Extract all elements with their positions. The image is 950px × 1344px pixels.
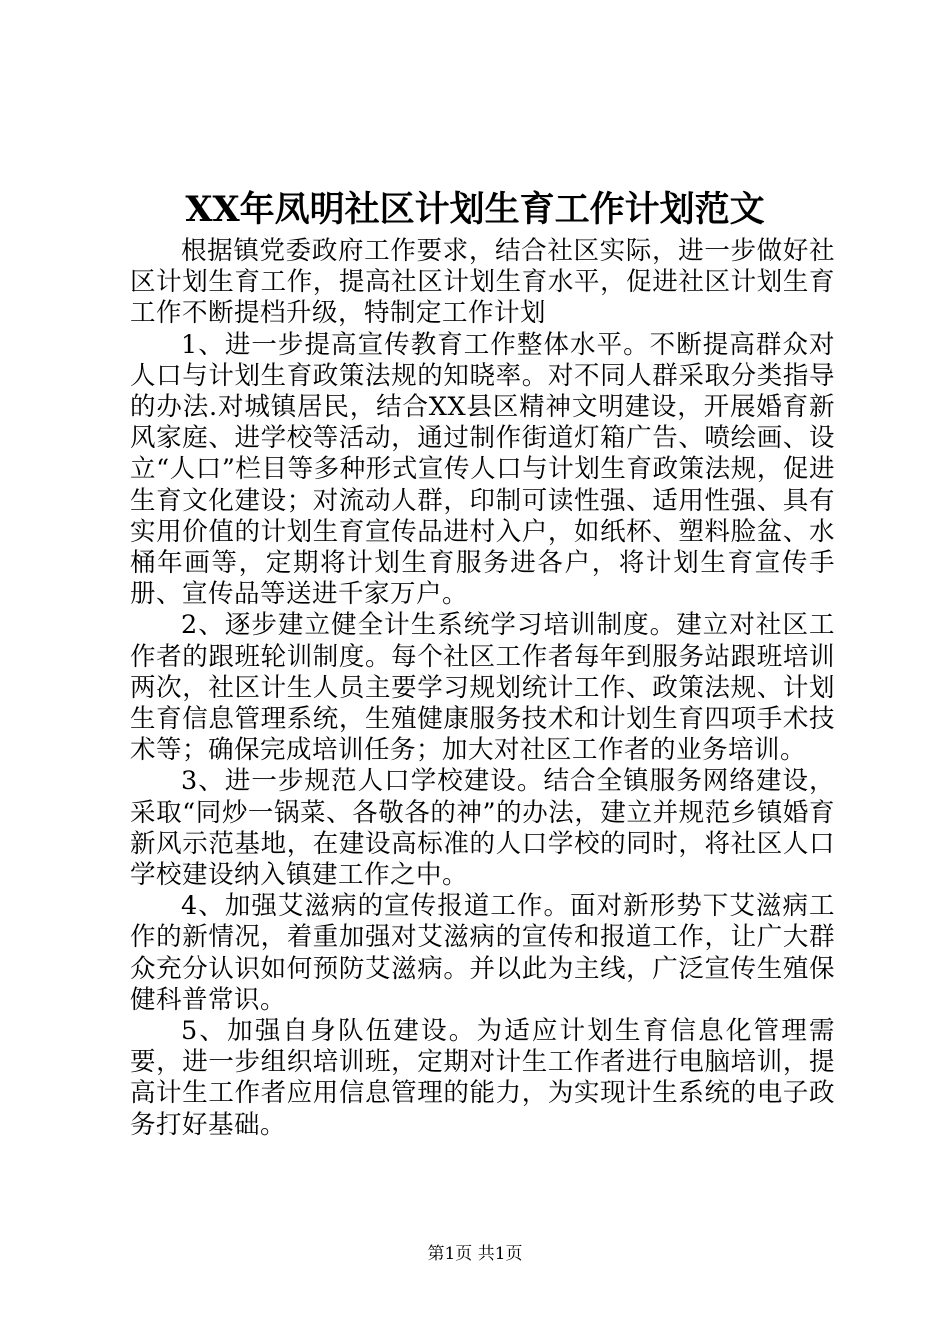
- document-body: [130, 236, 835, 1141]
- paragraph-item-1: 1、进一步提高宣传教育工作整体水平。不断提高群众对人口与计划生育政策法规的知晓率。对不同人群采取分类指导的办法.对城镇居民，结合XX县区精神文明建设，开展婚育新风家庭、进学校等活动，通过制作街道灯箱广告、喷绘画、设立“人口”栏目等多种形式宣传人口与计划生育政策法规，促进生育文化建设；对流动人群，印制可读性强、适用性强、具有实用价值的计划生育宣传品进村入户，如纸杯、塑料脸盆、水桶年画等，定期将计划生育服务进各户，将计划生育宣传手册、宣传品等送进千家万户。: [130, 329, 835, 610]
- paragraph-item-2: 2、逐步建立健全计生系统学习培训制度。建立对社区工作者的跟班轮训制度。每个社区工作者每年到服务站跟班培训两次，社区计生人员主要学习规划统计工作、政策法规、计划生育信息管理系统，生殖健康服务技术和计划生育四项手术技术等；确保完成培训任务；加大对社区工作者的业务培训。: [130, 610, 835, 766]
- paragraph-item-4: 4、加强艾滋病的宣传报道工作。面对新形势下艾滋病工作的新情况，着重加强对艾滋病的宣传和报道工作，让广大群众充分认识如何预防艾滋病。并以此为主线，广泛宣传生殖保健科普常识。: [130, 891, 835, 1015]
- paragraph-item-3: 3、进一步规范人口学校建设。结合全镇服务网络建设，采取“同炒一锅菜、各敬各的神”的办法，建立并规范乡镇婚育新风示范基地，在建设高标准的人口学校的同时，将社区人口学校建设纳入镇建工作之中。: [130, 766, 835, 891]
- document-title: XX年凤明社区计划生育工作计划范文: [185, 189, 765, 230]
- page-footer: 第1页 共1页: [427, 1244, 523, 1264]
- paragraph-item-5: 5、加强自身队伍建设。为适应计划生育信息化管理需要，进一步组织培训班，定期对计生工作者进行电脑培训，提高计生工作者应用信息管理的能力，为实现计生系统的电子政务打好基础。: [130, 1016, 835, 1140]
- paragraph-intro: 根据镇党委政府工作要求，结合社区实际，进一步做好社区计划生育工作，提高社区计划生育水平，促进社区计划生育工作不断提档升级，特制定工作计划: [130, 236, 835, 329]
